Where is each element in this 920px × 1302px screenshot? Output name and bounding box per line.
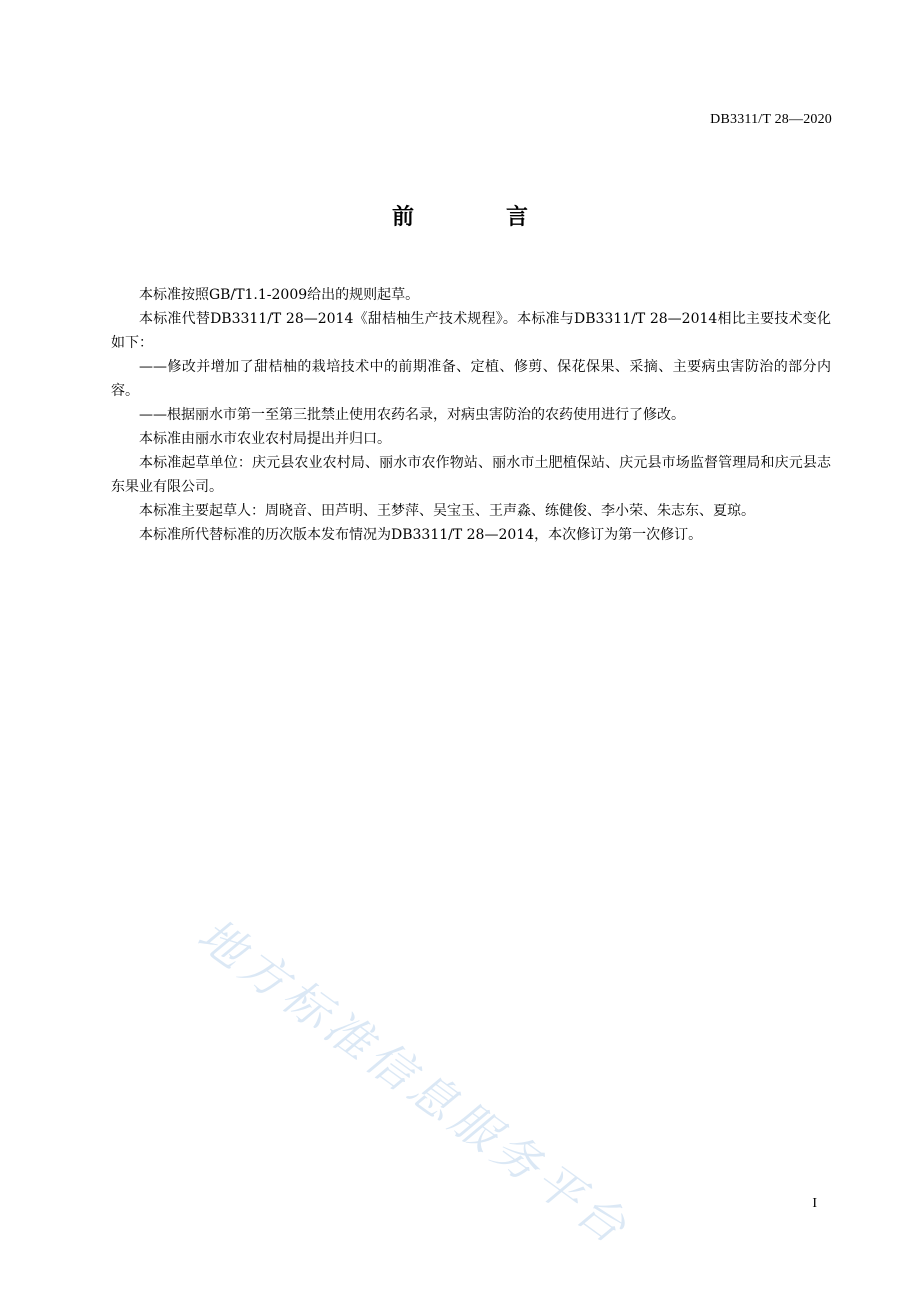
page-title [0, 200, 920, 231]
title-char-1: 前 [391, 205, 414, 230]
paragraph-drafters: 本标准主要起草人：周晓音、田芦明、王梦萍、吴宝玉、王声淼、练健俊、李小荣、朱志东、夏琼。 [139, 503, 755, 519]
paragraph-version-history: 本标准所代替标准的历次版本发布情况为DB3311/T 28—2014，本次修订为第一次修订。 [139, 527, 703, 543]
page-number: I [812, 1196, 817, 1211]
foreword-body [111, 283, 831, 547]
paragraph-change-1: ——修改并增加了甜桔柚的栽培技术中的前期准备、定植、修剪、保花保果、采摘、主要病虫害防治的部分内容。 [111, 359, 831, 399]
watermark: 地方标准信息服务平台 [187, 907, 641, 1257]
paragraph-change-2: ——根据丽水市第一至第三批禁止使用农药名录，对病虫害防治的农药使用进行了修改。 [139, 407, 685, 423]
title-char-2: 言 [506, 205, 529, 230]
paragraph-drafting-units: 本标准起草单位：庆元县农业农村局、丽水市农作物站、丽水市土肥植保站、庆元县市场监督管理局和庆元县志东果业有限公司。 [111, 455, 831, 495]
paragraph-proposer: 本标准由丽水市农业农村局提出并归口。 [139, 431, 391, 447]
document-number: DB3311/T 28—2020 [710, 112, 832, 127]
paragraph-drafting-rule: 本标准按照GB/T1.1-2009给出的规则起草。 [139, 287, 420, 303]
paragraph-replacement: 本标准代替DB3311/T 28—2014《甜桔柚生产技术规程》。本标准与DB3311/T 28—2014相比主要技术变化如下： [111, 311, 831, 351]
